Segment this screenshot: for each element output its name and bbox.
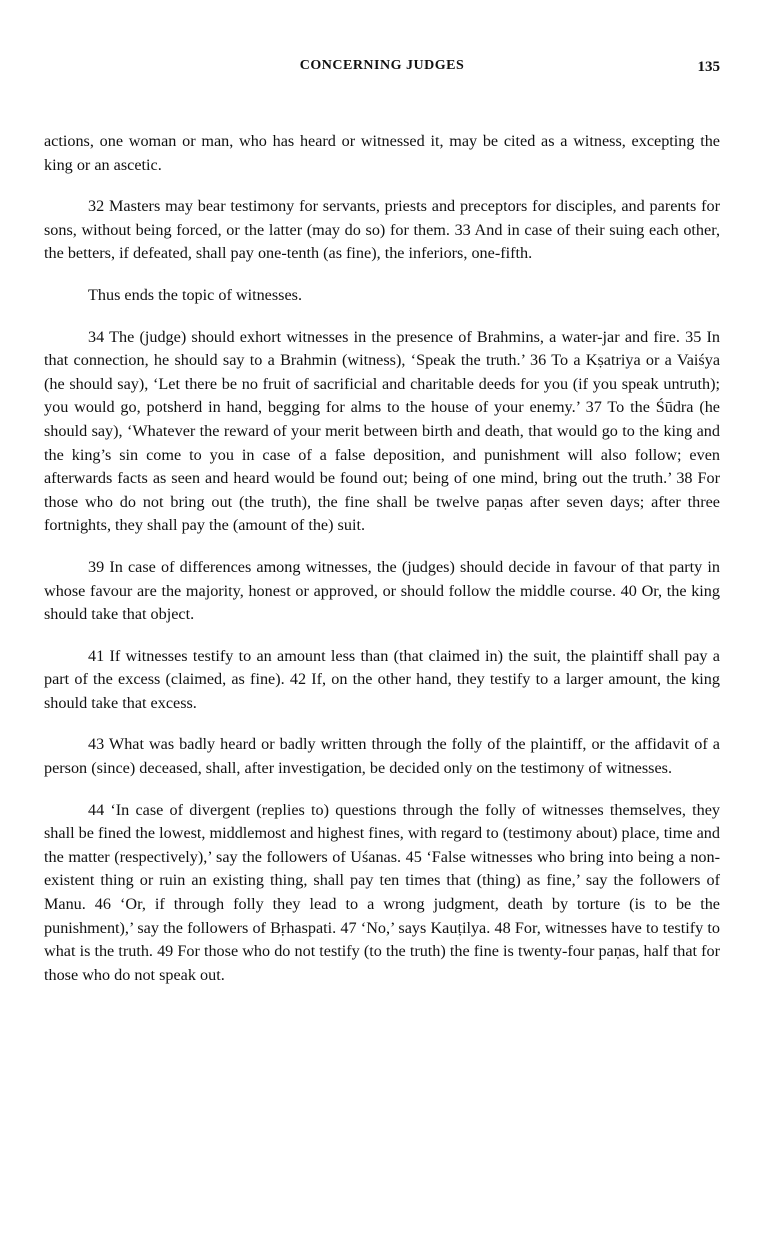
paragraph-32-33: 32 Masters may bear testimony for servants, priests and preceptors for disciples, and parents for sons, without being forced, or the latter (may do so) for them. 33 And in case of their suing each other, the betters, if defeated, shall pay one-tenth (as fine), the inferiors, one-fifth. [44,197,720,263]
paragraph-44-49: 44 ‘In case of divergent (replies to) questions through the folly of witnesses themselves, they shall be fined the lowest, middlemost and highest fines, with regard to (testimony about) place, time and the matter (respectively),’ say the followers of Uśanas. 45 ‘False witnesses who bring into being a non-existent thing or ruin an existing thing, shall pay ten times that (thing) as fine,’ say the followers of Manu. 46 ‘Or, if through folly they lead to a wrong judgment, death by torture (is to be the punishment),’ say the followers of Bṛhaspati. 47 ‘No,’ says Kauṭilya. 48 For, witnesses have to testify to what is the truth. 49 For those who do not testify (to the truth) the fine is twenty-four paṇas, half that for those who do not speak out. [44,800,720,984]
running-header [44,52,720,82]
paragraph-section-end: Thus ends the topic of witnesses. [88,285,303,304]
paragraph-34-38: 34 The (judge) should exhort witnesses in the presence of Brahmins, a water-jar and fire. 35 In that connection, he should say to a Brahmin (witness), ‘Speak the truth.’ 36 To a Kṣatriya or a Vaiśya (he should say), ‘Let there be no fruit of sacrificial and charitable deeds for you (if you speak untruth); you would go, potsherd in hand, begging for alms to the house of your enemy.’ 37 To the Śūdra (he should say), ‘Whatever the reward of your merit between birth and death, that would go to the king and the king’s sin come to you in case of a false deposition, and punishment will also follow; even afterwards facts as seen and heard would be found out; being of one mind, bring out the truth.’ 38 For those who do not bring out (the truth), the fine shall be twelve paṇas after seven days; after three fortnights, they shall pay the (amount of the) suit. [44,327,720,535]
paragraph-43: 43 What was badly heard or badly written through the folly of the plaintiff, or the affidavit of a person (since) deceased, shall, after investigation, be decided only on the testimony of witnesses. [44,735,720,778]
page-number: 135 [697,59,720,75]
book-page [44,52,720,1005]
body-text [44,130,720,987]
paragraph-39-40: 39 In case of differences among witnesses, the (judges) should decide in favour of that party in whose favour are the majority, honest or approved, or should follow the middle course. 40 Or, the king should take that object. [44,557,720,624]
running-title: CONCERNING JUDGES [299,58,465,73]
paragraph-41-42: 41 If witnesses testify to an amount less than (that claimed in) the suit, the plaintiff shall pay a part of the excess (claimed, as fine). 42 If, on the other hand, they testify to a larger amount, the king should take that excess. [44,646,720,712]
paragraph-continuation: actions, one woman or man, who has heard or witnessed it, may be cited as a witness, excepting the king or an ascetic. [44,132,720,174]
